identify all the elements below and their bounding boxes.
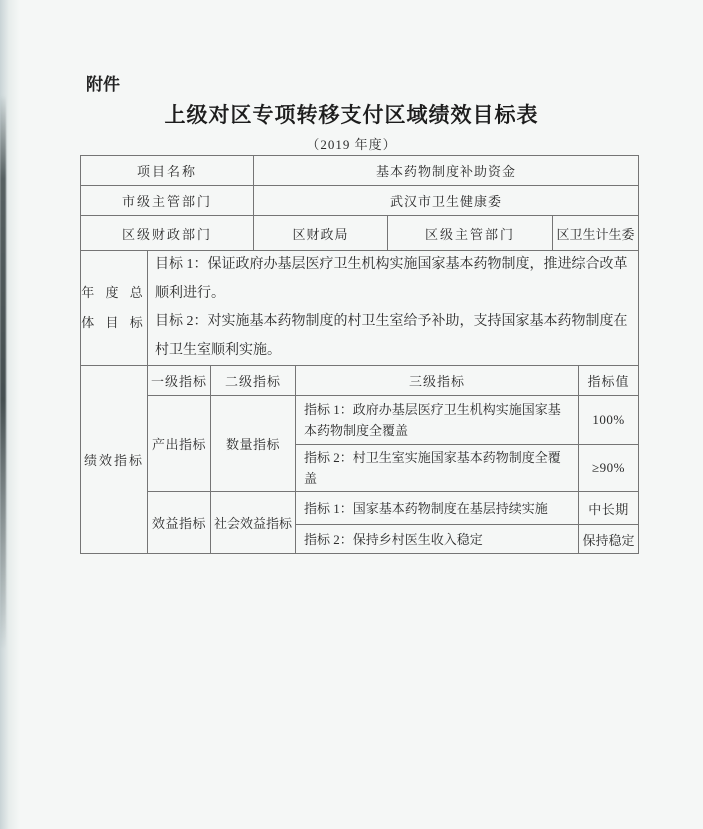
annual-goal-content [148,251,639,366]
output-indicator-2-text: 指标 2：村卫生室实施国家基本药物制度全覆盖 [296,445,579,492]
annual-goal-label [81,251,148,366]
city-dept-value: 武汉市卫生健康委 [254,186,639,216]
row-annual-goal [81,251,639,366]
benefit-indicator-2-text: 指标 2：保持乡村医生收入稳定 [296,525,579,554]
benefit-level1: 效益指标 [148,492,211,554]
row-district-depts [81,216,639,251]
row-performance-header [81,366,639,396]
annual-goal-label-line1: 年 度 总 [81,285,147,300]
district-finance-value: 区财政局 [254,216,388,251]
header-level3: 三级指标 [296,366,579,396]
project-name-label: 项目名称 [81,156,254,186]
scan-edge-shadow-dark [0,95,6,650]
benefit-indicator-2-value: 保持稳定 [579,525,639,554]
district-finance-label: 区级财政部门 [81,216,254,251]
row-benefit-indicator-1 [81,492,639,525]
output-indicator-1-text: 指标 1：政府办基层医疗卫生机构实施国家基本药物制度全覆盖 [296,396,579,445]
output-indicator-1-value: 100% [579,396,639,445]
annual-goal-label-line2: 体 目 标 [81,315,147,330]
page-title: 上级对区专项转移支付区域绩效目标表 [164,104,539,127]
district-dept-value: 区卫生计生委 [553,216,639,251]
output-indicator-2-value: ≥90% [579,445,639,492]
header-level2: 二级指标 [211,366,296,396]
benefit-indicator-1-text: 指标 1：国家基本药物制度在基层持续实施 [296,492,579,525]
performance-target-table [80,155,639,554]
benefit-indicator-1-value: 中长期 [579,492,639,525]
annual-goal-1: 目标 1：保证政府办基层医疗卫生机构实施国家基本药物制度，推进综合改革顺利进行。 [155,257,628,301]
annual-goal-2: 目标 2：对实施基本药物制度的村卫生室给予补助，支持国家基本药物制度在村卫生室顺利实施。 [155,314,628,358]
attachment-label: 附件 [86,75,120,94]
city-dept-label: 市级主管部门 [81,186,254,216]
page-subtitle: （2019 年度） [306,137,397,152]
header-level1: 一级指标 [148,366,211,396]
project-name-value: 基本药物制度补助资金 [254,156,639,186]
header-value: 指标值 [579,366,639,396]
output-level1: 产出指标 [148,396,211,492]
row-city-dept [81,186,639,216]
output-level2: 数量指标 [211,396,296,492]
benefit-level2: 社会效益指标 [211,492,296,554]
row-project-name [81,156,639,186]
row-output-indicator-1 [81,396,639,445]
performance-section-label: 绩效指标 [81,366,148,554]
district-dept-label: 区级主管部门 [388,216,553,251]
